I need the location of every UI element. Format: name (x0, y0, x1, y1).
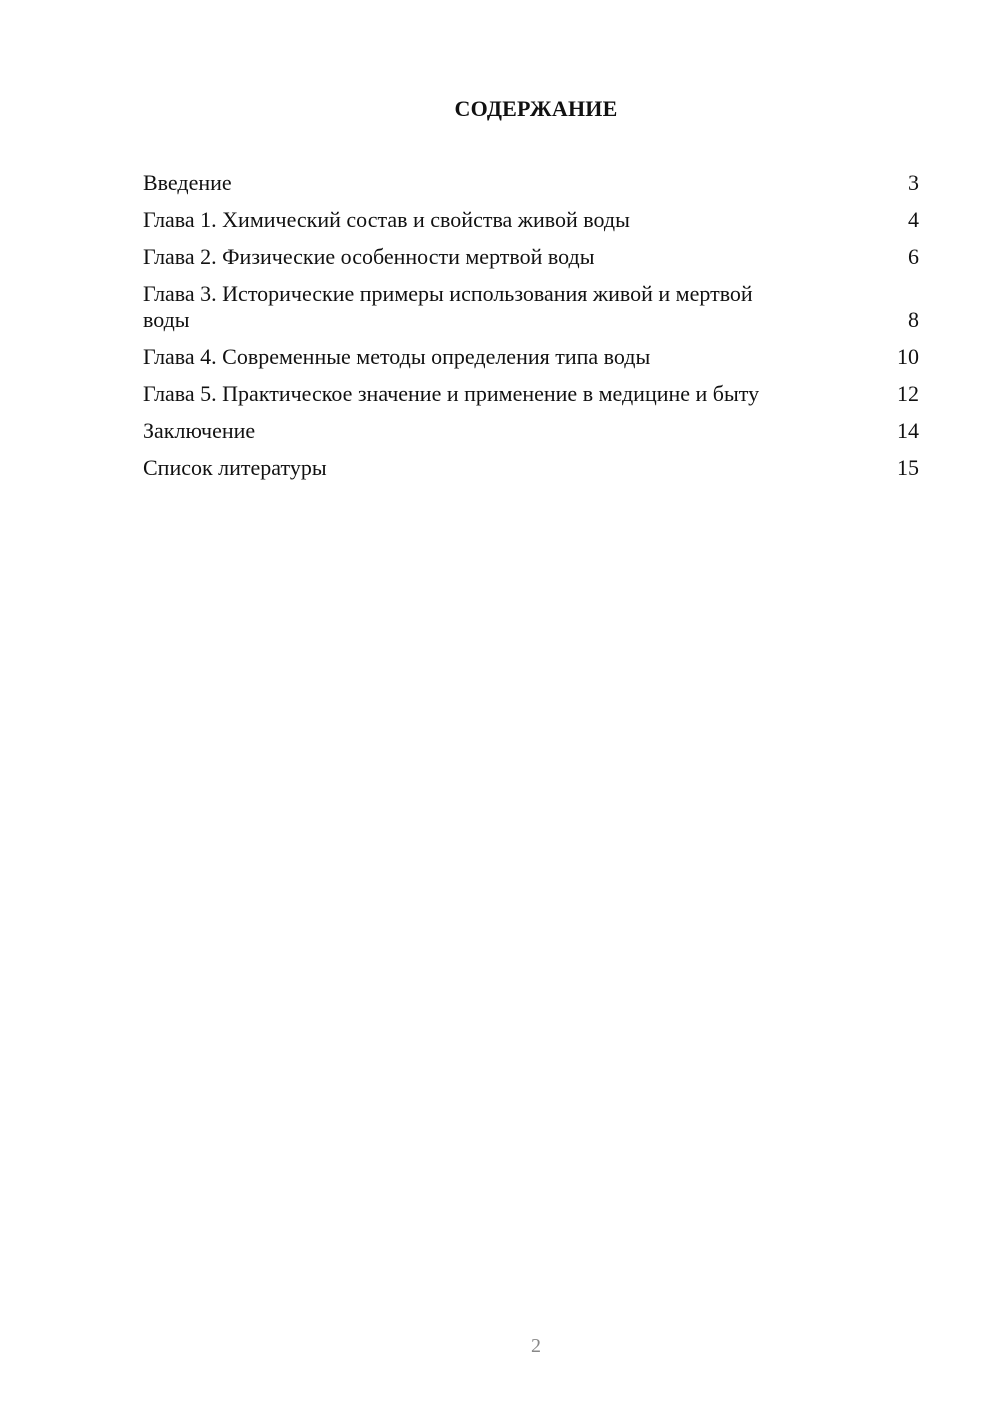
page-number: 2 (531, 1335, 541, 1357)
toc-entry-page: 10 (897, 344, 919, 369)
page-title: СОДЕРЖАНИЕ (454, 96, 618, 121)
toc-entry-label: Введение (143, 170, 232, 195)
toc-entry-label: Глава 4. Современные методы определения типа воды (143, 344, 651, 369)
toc-entry-label: Глава 5. Практическое значение и применение в медицине и быту (143, 381, 760, 406)
toc-entry-references (143, 455, 919, 481)
toc-entry-chapter-3 (143, 281, 919, 333)
toc-entry-page: 15 (897, 455, 919, 480)
toc-entry-page: 4 (908, 207, 919, 232)
table-of-contents (143, 170, 919, 492)
toc-entry-label: Глава 3. Исторические примеры использования живой и мертвой воды (143, 281, 753, 332)
toc-entry-chapter-2 (143, 244, 919, 270)
toc-entry-label: Список литературы (143, 455, 327, 480)
toc-entry-page: 3 (908, 170, 919, 195)
toc-entry-label: Глава 2. Физические особенности мертвой воды (143, 244, 595, 269)
toc-entry-label: Заключение (143, 418, 256, 443)
toc-entry-label: Глава 1. Химический состав и свойства живой воды (143, 207, 630, 232)
toc-entry-chapter-5 (143, 381, 919, 407)
toc-entry-page: 8 (908, 307, 919, 332)
toc-entry-introduction (143, 170, 919, 196)
toc-entry-page: 6 (908, 244, 919, 269)
toc-entry-conclusion (143, 418, 919, 444)
toc-entry-chapter-1 (143, 207, 919, 233)
toc-entry-page: 12 (897, 381, 919, 406)
toc-entry-chapter-4 (143, 344, 919, 370)
toc-entry-page: 14 (897, 418, 919, 443)
